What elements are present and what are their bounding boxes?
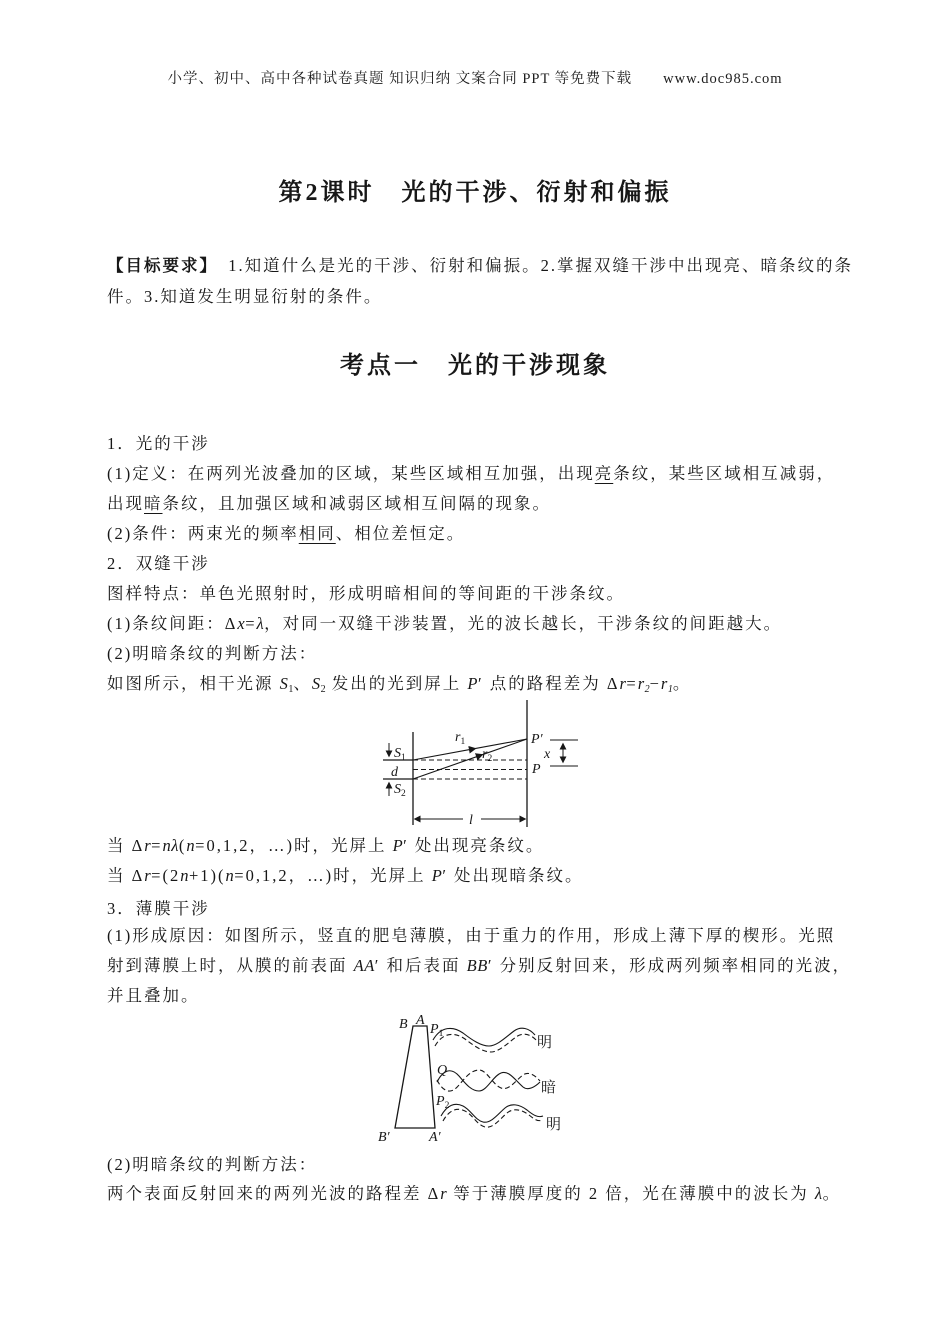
label-p-prime: P′ — [531, 732, 543, 747]
line-double-slit-heading: 2．双缝干涉 — [107, 554, 210, 573]
line-formation-2: 射到薄膜上时，从膜的前表面 AA′ 和后表面 BB′ 分别反射回来，形成两列频率相同的光波， — [107, 956, 852, 975]
label-b: B — [399, 1017, 408, 1032]
objectives-line-1: 【目标要求】 1.知道什么是光的干涉、衍射和偏振。2.掌握双缝干涉中出现亮、暗条纹的条 — [107, 256, 853, 275]
line-condition: (2)条件：两束光的频率相同、相位差恒定。 — [107, 524, 466, 543]
double-slit-diagram — [370, 697, 610, 837]
wave-bright-top-dashed — [435, 1034, 537, 1052]
line-light-interference-heading: 1．光的干涉 — [107, 434, 210, 453]
label-bright-bottom: 明 — [546, 1117, 562, 1133]
line-thin-film-heading: 3．薄膜干涉 — [107, 899, 210, 918]
line-dark-condition: 当 Δr=(2n+1)(n=0,1,2，…)时，光屏上 P′ 处出现暗条纹。 — [107, 866, 584, 885]
label-b-prime: B′ — [378, 1130, 390, 1145]
ray-r1 — [413, 739, 527, 760]
line-bright-condition: 当 Δr=nλ(n=0,1,2，…)时，光屏上 P′ 处出现亮条纹。 — [107, 836, 545, 855]
soap-film-wedge — [395, 1026, 435, 1128]
wave-bright-top-solid — [433, 1028, 535, 1046]
label-s1: $S_1$ — [394, 746, 406, 763]
wave-bright-bottom-solid — [441, 1104, 543, 1122]
line-path-difference: 如图所示，相干光源 $S_1$、$S_2$ 发出的光到屏上 P′ 点的路程差为 $\Delta r=r_2-r_1$。 — [107, 674, 692, 695]
label-d: d — [391, 765, 398, 780]
label-r2: $r_2$ — [482, 747, 493, 764]
soap-film-diagram — [375, 1012, 620, 1150]
ray-r2 — [413, 739, 527, 779]
label-l: l — [469, 813, 473, 828]
label-dark-mid: 暗 — [541, 1080, 557, 1096]
label-p1: $P_1$ — [430, 1022, 444, 1039]
label-x: x — [544, 747, 551, 762]
line-path-difference-2: 两个表面反射回来的两列光波的路程差 Δr 等于薄膜厚度的 2 倍，光在薄膜中的波长为 λ。 — [107, 1184, 842, 1203]
label-r1: $r_1$ — [455, 730, 466, 747]
label-s2: $S_2$ — [394, 782, 406, 799]
label-bright-top: 明 — [537, 1035, 553, 1051]
label-p2: $P_2$ — [436, 1094, 450, 1111]
line-definition-2: 出现暗条纹，且加强区域和减弱区域相互间隔的现象。 — [107, 494, 551, 513]
line-judge-method-2: (2)明暗条纹的判断方法： — [107, 1155, 318, 1174]
label-p: P — [532, 762, 541, 777]
label-q: Q — [437, 1063, 448, 1078]
label-a: A — [416, 1013, 425, 1028]
line-definition-1: (1)定义：在两列光波叠加的区域，某些区域相互加强，出现亮条纹，某些区域相互减弱， — [107, 464, 836, 483]
page-title: 第2课时 光的干涉、衍射和偏振 — [278, 180, 672, 206]
line-formation-1: (1)形成原因：如图所示，竖直的肥皂薄膜，由于重力的作用，形成上薄下厚的楔形。光照 — [107, 926, 836, 945]
label-a-prime: A′ — [429, 1130, 441, 1145]
objectives-line-2: 件。3.知道发生明显衍射的条件。 — [107, 287, 383, 306]
wave-bright-bottom-dashed — [443, 1109, 542, 1127]
site-header: 小学、初中、高中各种试卷真题 知识归纳 文案合同 PPT 等免费下载 www.doc985.com — [167, 71, 783, 87]
line-judge-method-1: (2)明暗条纹的判断方法： — [107, 644, 318, 663]
line-fringe-spacing: (1)条纹间距：Δx=λ，对同一双缝干涉装置，光的波长越长，干涉条纹的间距越大。 — [107, 614, 783, 633]
section-heading: 考点一 光的干涉现象 — [340, 353, 610, 379]
line-pattern-feature: 图样特点：单色光照射时，形成明暗相间的等间距的干涉条纹。 — [107, 584, 625, 603]
line-formation-3: 并且叠加。 — [107, 986, 200, 1005]
